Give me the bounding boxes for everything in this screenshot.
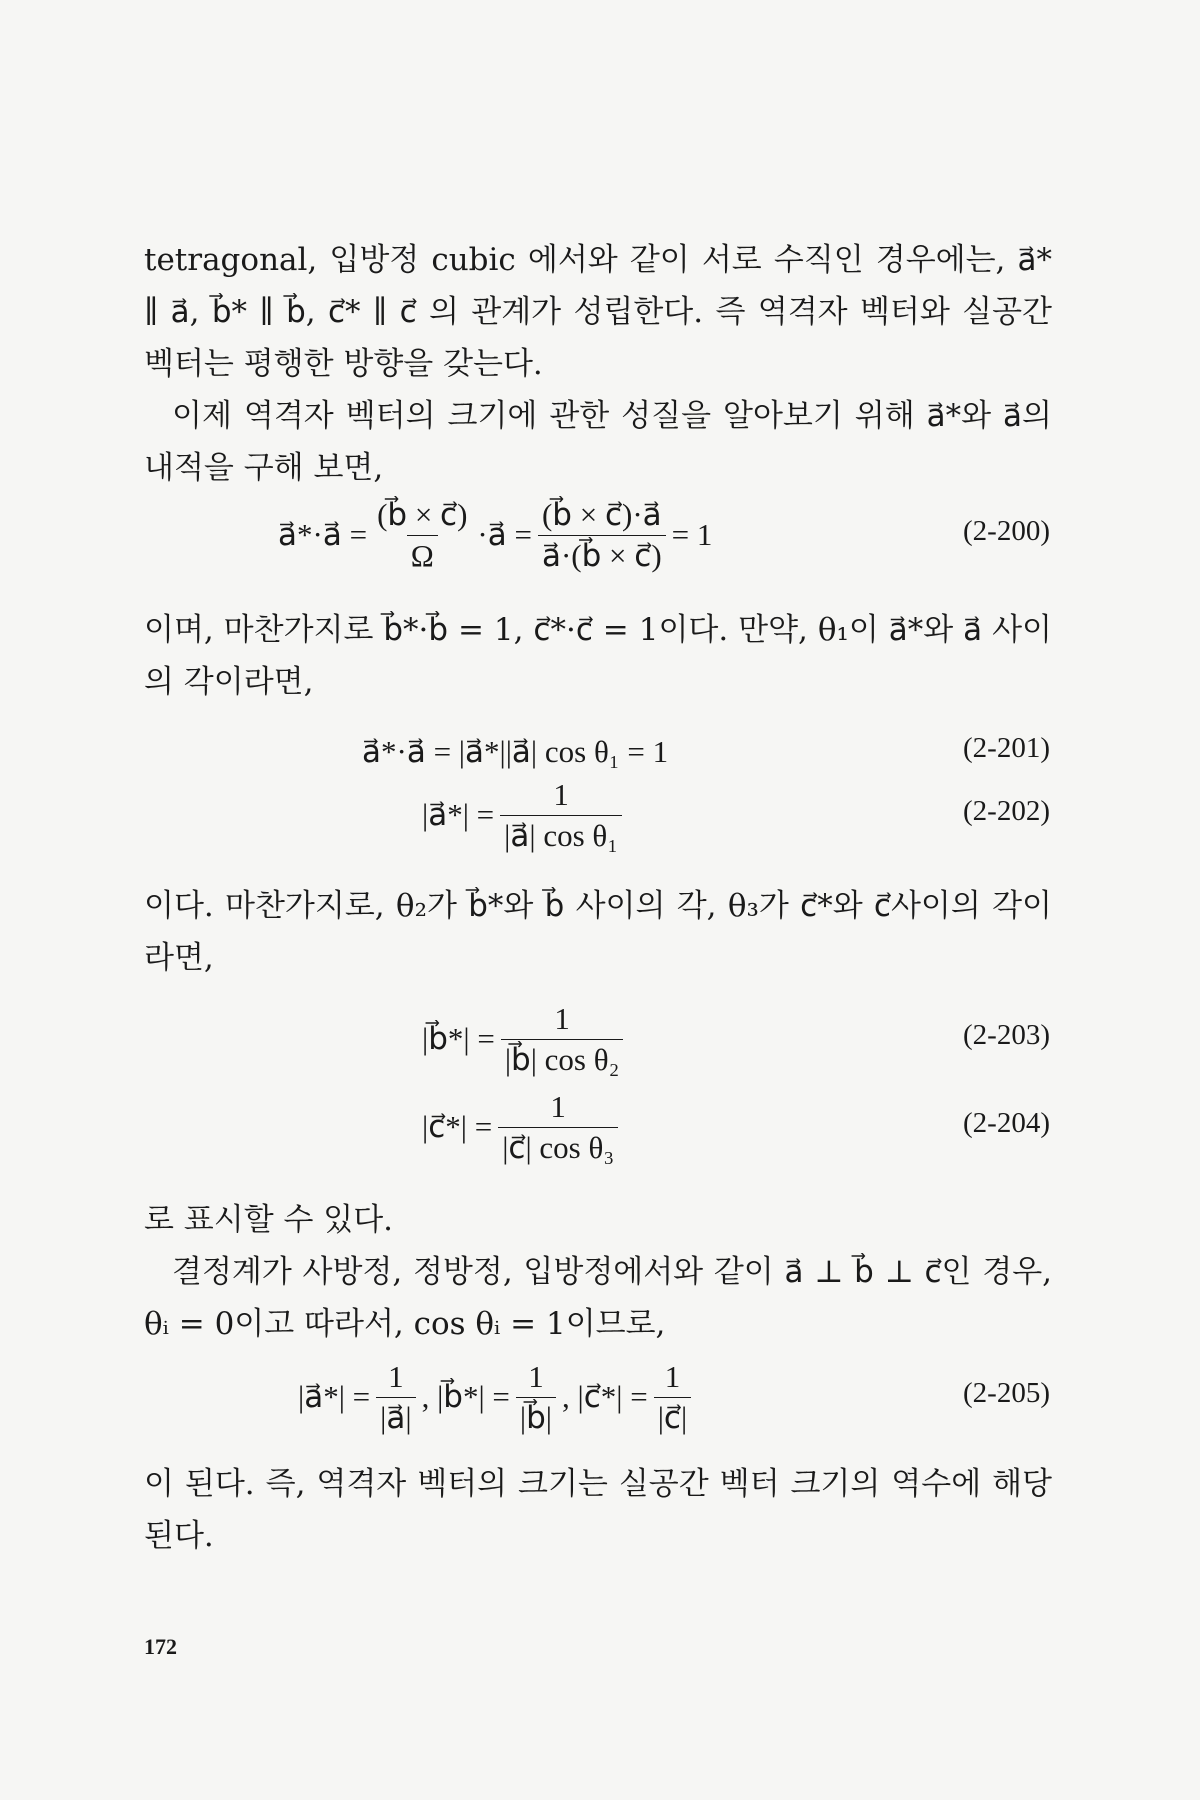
paragraph-4: 이다. 마찬가지로, θ₂가 b⃗*와 b⃗ 사이의 각, θ₃가 c⃗*와 c⃗사이의 각이라면, [144,888,1052,976]
eq205-fraction-a [376,1359,415,1436]
paragraph-7: 이 된다. 즉, 역격자 벡터의 크기는 실공간 벡터 크기의 역수에 해당된다. [144,1466,1052,1554]
eq205-lhs-b: , |b⃗*| = [421,1379,510,1414]
eq203-numerator: 1 [554,1000,570,1036]
eq203-fraction [501,1001,624,1078]
eq200-lhs: a⃗*·a⃗ = [278,517,368,552]
equation-2-202 [0,776,1200,853]
eq200-f1-denominator: Ω [407,535,438,574]
eq205-lhs-c: , |c⃗*| = [562,1379,648,1414]
paragraph-3: 이며, 마찬가지로 b⃗*·b⃗ = 1, c⃗*·c⃗ = 1이다. 만약, θ₁이 a⃗*와 a⃗ 사이의 각이라면, [144,612,1052,700]
equation-number-2-204: (2-204) [963,1107,1050,1140]
eq202-lhs: |a⃗*| = [422,797,495,832]
eq202-fraction [500,777,622,854]
equation-number-2-201: (2-201) [963,732,1050,765]
paragraph-2: 이제 역격자 벡터의 크기에 관한 성질을 알아보기 위해 a⃗*와 a⃗의 내적을 구해 보면, [144,398,1052,486]
equation-number-2-203: (2-203) [963,1019,1050,1052]
eq200-fraction-1 [373,497,471,574]
eq205-fraction-c [654,1359,691,1436]
eq205-lhs-a: |a⃗*| = [298,1379,371,1414]
eq205-b-numerator: 1 [528,1358,544,1394]
eq205-c-denominator: |c⃗| [654,1397,691,1436]
equation-2-205 [0,1358,1200,1435]
eq204-numerator: 1 [550,1088,566,1124]
eq204-denominator: |c⃗| cos θ₃ [498,1127,618,1166]
eq205-b-denominator: |b⃗| [516,1397,556,1436]
eq203-denominator: |b⃗| cos θ₂ [501,1039,624,1078]
equation-number-2-205: (2-205) [963,1377,1050,1410]
eq205-a-numerator: 1 [388,1358,404,1394]
paragraph-1: tetragonal, 입방정 cubic 에서와 같이 서로 수직인 경우에는, a⃗* ∥ a⃗, b⃗* ∥ b⃗, c⃗* ∥ c⃗ 의 관계가 성립한다. 즉 역격자 벡터와 실공간 벡터는 평행한 방향을 갖는다. [144,242,1052,382]
paragraph-5: 로 표시할 수 있다. [144,1202,394,1238]
equation-2-201 [0,722,1200,782]
eq200-rhs: = 1 [671,517,713,552]
eq200-fraction-2 [538,497,666,574]
paragraph-6: 결정계가 사방정, 정방정, 입방정에서와 같이 a⃗ ⊥ b⃗ ⊥ c⃗인 경우, θᵢ = 0이고 따라서, cos θᵢ = 1이므로, [144,1254,1052,1342]
equation-number-2-200: (2-200) [963,515,1050,548]
eq200-f2-numerator: (b⃗ × c⃗)·a⃗ [541,496,662,532]
eq202-denominator: |a⃗| cos θ₁ [500,815,622,854]
eq204-lhs: |c⃗*| = [422,1109,493,1144]
equation-2-203 [0,1000,1200,1077]
eq205-a-denominator: |a⃗| [376,1397,415,1436]
eq202-numerator: 1 [553,776,569,812]
eq200-f2-denominator: a⃗·(b⃗ × c⃗) [538,535,666,574]
equation-number-2-202: (2-202) [963,795,1050,828]
page-number: 172 [144,1634,177,1659]
eq200-mid: ·a⃗ = [477,517,532,552]
eq204-fraction [498,1089,618,1166]
eq205-fraction-b [516,1359,556,1436]
eq205-c-numerator: 1 [664,1358,681,1394]
eq203-lhs: |b⃗*| = [422,1021,495,1056]
eq201-expression: a⃗*·a⃗ = |a⃗*||a⃗| cos θ₁ = 1 [362,734,669,769]
equation-2-204 [0,1088,1200,1165]
equation-2-200 [0,496,1200,573]
eq200-f1-numerator: (b⃗ × c⃗) [377,496,468,532]
